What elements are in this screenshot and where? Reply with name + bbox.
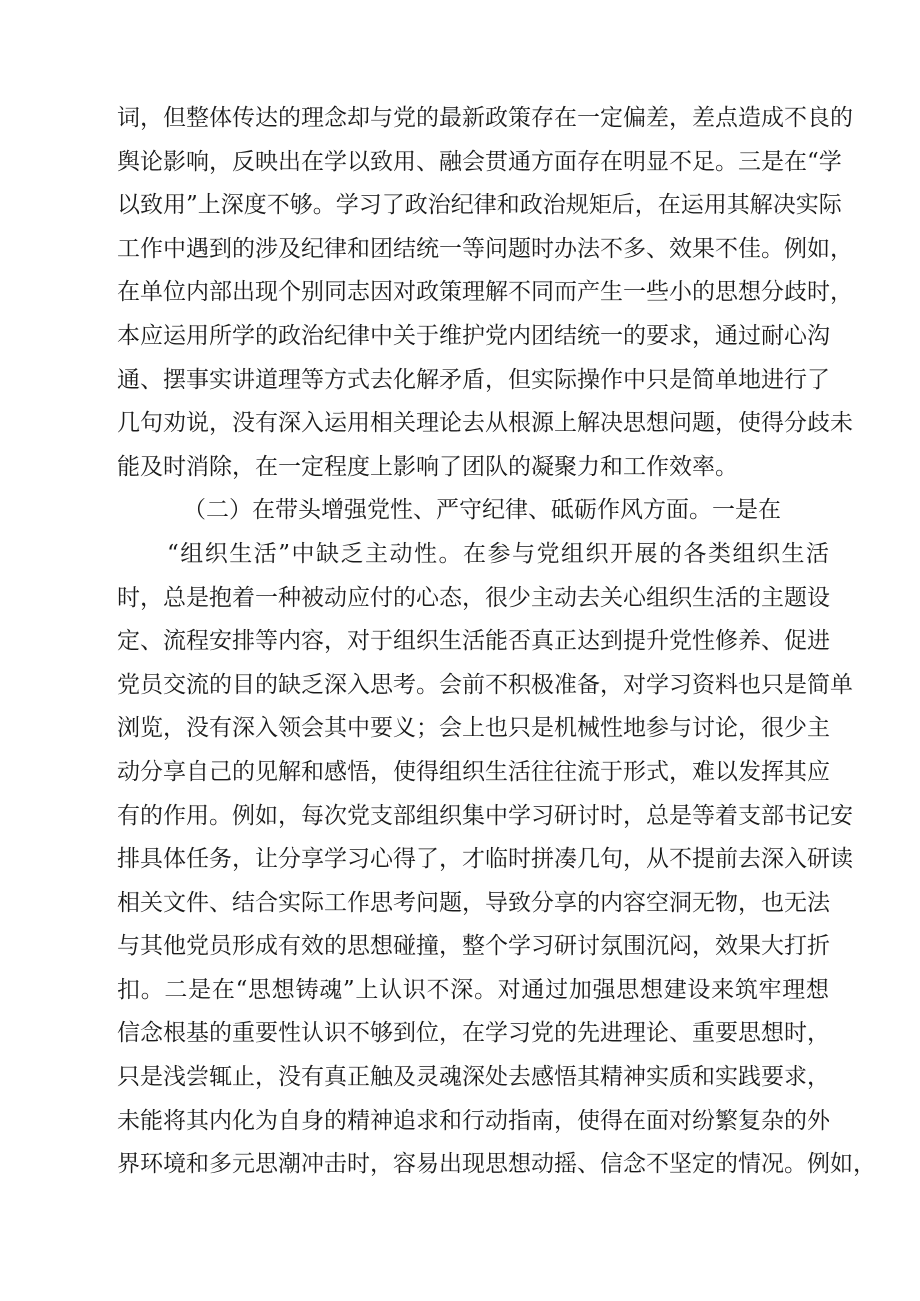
text-line: 工作中遇到的涉及纪律和团结统一等问题时办法不多、效果不佳。例如，	[117, 235, 853, 262]
text-line: 通、摆事实讲道理等方式去化解矛盾，但实际操作中只是简单地进行了	[117, 366, 830, 393]
text-line: 能及时消除，在一定程度上影响了团队的凝聚力和工作效率。	[117, 453, 738, 480]
text-line: “组织生活”中缺乏主动性。在参与党组织开展的各类组织生活	[167, 540, 829, 567]
text-line: 词，但整体传达的理念却与党的最新政策存在一定偏差，差点造成不良的	[117, 105, 853, 131]
text-line: 动分享自己的见解和感悟，使得组织生活往往流于形式，难以发挥其应	[117, 758, 830, 785]
text-line: 信念根基的重要性认识不够到位，在学习党的先进理论、重要思想时，	[117, 1020, 830, 1047]
body-text	[117, 97, 876, 1187]
text-line: 扣。二是在“思想铸魂”上认识不深。对通过加强思想建设来筑牢理想	[117, 976, 829, 1003]
text-line: 排具体任务，让分享学习心得了，才临时拼凑几句，从不提前去深入研读	[117, 846, 853, 873]
section-heading: （二）在带头增强党性、严守纪律、砥砺作风方面。一是在	[183, 497, 781, 524]
text-line: 有的作用。例如，每次党支部组织集中学习研讨时，总是等着支部书记安	[117, 802, 853, 829]
text-line: 界环境和多元思潮冲击时，容易出现思想动摇、信念不坚定的情况。例如，	[117, 1151, 876, 1178]
text-line: 党员交流的目的缺乏深入思考。会前不积极准备，对学习资料也只是简单	[117, 671, 853, 698]
text-line: 以致用”上深度不够。学习了政治纪律和政治规矩后，在运用其解决实际	[117, 192, 842, 219]
text-line: 只是浅尝辄止，没有真正触及灵魂深处去感悟其精神实质和实践要求，	[117, 1064, 830, 1091]
text-line: 本应运用所学的政治纪律中关于维护党内团结统一的要求，通过耐心沟	[117, 322, 830, 349]
text-line: 时，总是抱着一种被动应付的心态，很少主动去关心组织生活的主题设	[117, 584, 830, 611]
text-line: 相关文件、结合实际工作思考问题，导致分享的内容空洞无物，也无法	[117, 889, 830, 916]
text-line: 定、流程安排等内容，对于组织生活能否真正达到提升党性修养、促进	[117, 628, 830, 655]
text-line: 在单位内部出现个别同志因对政策理解不同而产生一些小的思想分歧时，	[117, 279, 853, 306]
text-line: 与其他党员形成有效的思想碰撞，整个学习研讨氛围沉闷，效果大打折	[117, 933, 830, 960]
text-line: 几句劝说，没有深入运用相关理论去从根源上解决思想问题，使得分歧未	[117, 410, 853, 437]
text-line: 舆论影响，反映出在学以致用、融会贯通方面存在明显不足。三是在“学	[117, 148, 842, 175]
text-line: 未能将其内化为自身的精神追求和行动指南，使得在面对纷繁复杂的外	[117, 1107, 830, 1134]
text-line: 浏览，没有深入领会其中要义；会上也只是机械性地参与讨论，很少主	[117, 715, 830, 742]
